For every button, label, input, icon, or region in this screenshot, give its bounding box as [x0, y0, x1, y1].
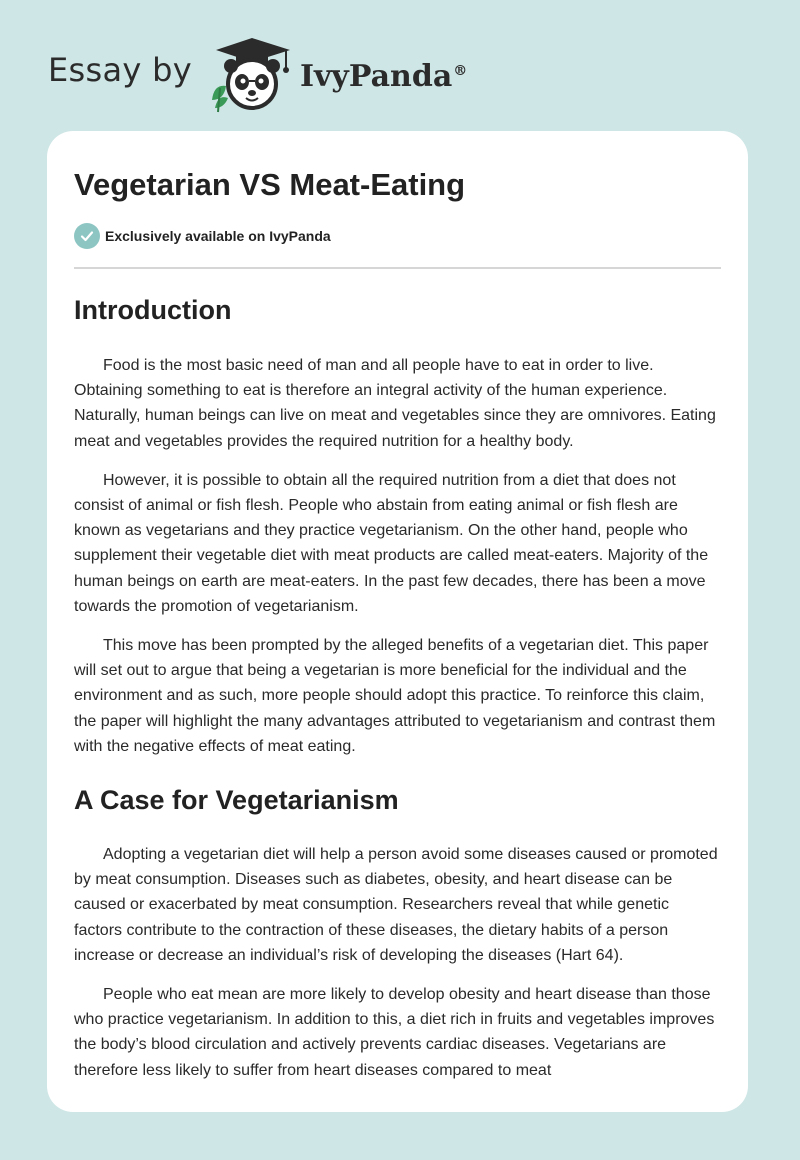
exclusive-label: Exclusively available on IvyPanda — [105, 228, 331, 244]
divider — [74, 267, 721, 269]
paragraph: However, it is possible to obtain all the required nutrition from a diet that does not consist of animal or fish flesh. People who abstain from eating animal or fish flesh are known as vegetarians and they practice vegetarianism. On the other hand, people who supplement their vegetable diet with meat products are called meat-eaters. Majority of the human beings on earth are meat-eaters. In the past few decades, there has been a move towards the promotion of vegetarianism. — [74, 471, 709, 615]
exclusive-badge — [74, 222, 721, 250]
brand-name: IvyPanda® — [299, 58, 468, 94]
section-heading: Introduction — [74, 295, 232, 325]
essay-title: Vegetarian VS Meat-Eating — [74, 167, 466, 202]
paragraph: Food is the most basic need of man and all people have to eat in order to live. Obtaining something to eat is therefore an integral activity of the human experience. Naturally, human beings can live on meat and vegetables since they are omnivores. Eating meat and vegetables provides the required nutrition for a healthy body. — [74, 357, 716, 450]
paragraph: People who eat mean are more likely to develop obesity and heart disease than those who practice vegetarianism. In addition to this, a diet rich in fruits and vegetables improves the body’s blood circulation and actively prevents cardiac diseases. Vegetarians are therefore less likely to suffer from heart diseases compared to meat — [74, 986, 715, 1079]
paragraph: This move has been prompted by the alleged benefits of a vegetarian diet. This paper will set out to argue that being a vegetarian is more beneficial for the individual and the environment and as such, more people should adopt this practice. To reinforce this claim, the paper will highlight the many advantages attributed to vegetarianism and contrast them with the negative effects of meat eating. — [74, 637, 716, 755]
essay-card — [47, 131, 748, 1112]
brand-header — [48, 34, 467, 114]
brand-prefix: Essay by — [48, 51, 192, 89]
check-icon — [74, 223, 100, 249]
paragraph: Adopting a vegetarian diet will help a person avoid some diseases caused or promoted by meat consumption. Diseases such as diabetes, obesity, and heart disease can be caused or exacerbated by meat consumption. Researchers reveal that while genetic factors contribute to the contraction of these diseases, the dietary habits of a person increase or decrease an individual’s risk of developing the diseases (Hart 64). — [74, 846, 718, 964]
registered-mark: ® — [453, 62, 468, 79]
section-heading: A Case for Vegetarianism — [74, 785, 399, 816]
panda-graduate-icon[interactable] — [206, 34, 298, 114]
